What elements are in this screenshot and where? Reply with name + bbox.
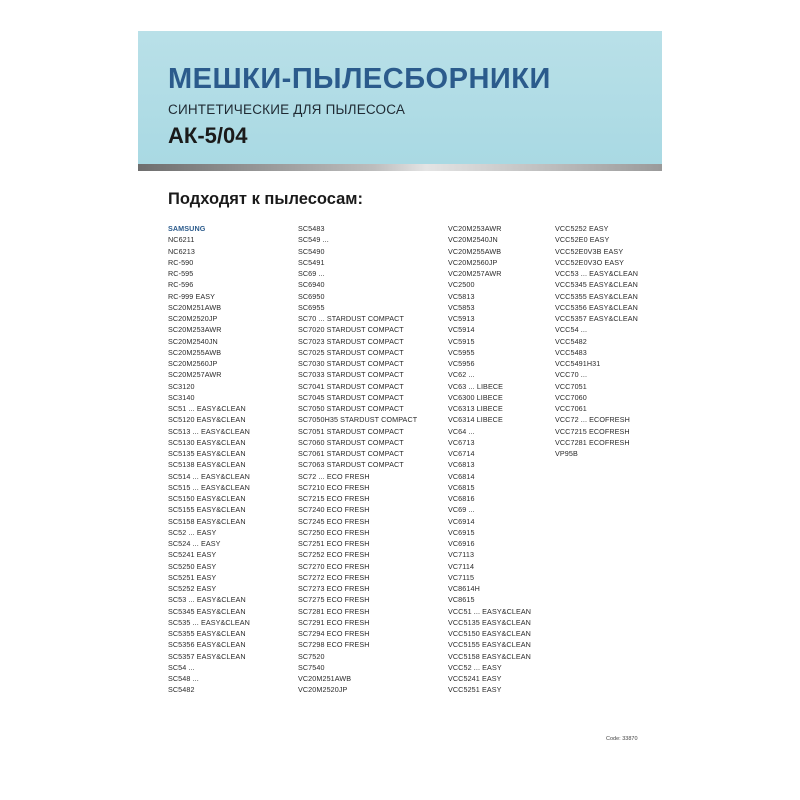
model-item: VC6314 LIBECE (448, 415, 503, 425)
model-item: VCC5357 EASY&CLEAN (555, 314, 638, 323)
model-item: SC7051 STARDUST COMPACT (298, 426, 404, 436)
model-item: VC5813 (448, 291, 475, 301)
model-item: SC549 ... (298, 235, 329, 245)
model-item: VC8614H (448, 584, 480, 593)
model-item: SC70 ... STARDUST COMPACT (298, 314, 404, 323)
model-item: VCC5241 EASY (448, 674, 502, 683)
model-item: SC7045 STARDUST COMPACT (298, 392, 404, 402)
model-item: VC6300 LIBECE (448, 392, 503, 402)
model-item: RC-596 (168, 280, 194, 290)
model-item: VC7114 (448, 561, 475, 571)
model-item: SC7050H35 STARDUST COMPACT (298, 415, 418, 425)
model-item: SC524 ... EASY (168, 539, 221, 548)
model-item: SC7061 STARDUST COMPACT (298, 449, 404, 458)
model-item: SC5355 EASY&CLEAN (168, 629, 246, 638)
model-item: VCC70 ... (555, 370, 588, 380)
model-item: VCC5491H31 (555, 359, 601, 368)
model-item: SC5250 EASY (168, 561, 217, 571)
metallic-divider (138, 164, 662, 171)
model-item: SC5241 EASY (168, 550, 217, 560)
model-item: SC514 ... EASY&CLEAN (168, 471, 250, 481)
model-item: VCC51 ... EASY&CLEAN (448, 606, 532, 616)
model-item: SC20M2560JP (168, 359, 218, 368)
model-item: SC5483 (298, 224, 325, 233)
model-item: SC5155 EASY&CLEAN (168, 505, 246, 515)
model-item: VCC5158 EASY&CLEAN (448, 651, 531, 661)
model-item: VC6814 (448, 471, 475, 481)
model-item: SC20M255AWB (168, 347, 222, 357)
model-item: VCC5482 (555, 336, 587, 346)
model-item: SC513 ... EASY&CLEAN (168, 426, 250, 436)
model-item: SC548 ... (168, 674, 199, 683)
section-heading: Подходят к пылесосам: (168, 190, 364, 208)
model-item: VCC5355 EASY&CLEAN (555, 291, 638, 301)
model-item: SC6950 (298, 291, 325, 301)
model-item: SC7050 STARDUST COMPACT (298, 404, 404, 413)
model-item: VCC5251 EASY (448, 685, 502, 695)
model-item: VCC5483 (555, 347, 587, 357)
model-item: VC6915 (448, 527, 475, 537)
model-item: VCC52E0V3O EASY (555, 257, 625, 267)
model-column-2 (298, 223, 417, 696)
model-item: SC7540 (298, 662, 325, 672)
model-item: VCC52 ... EASY (448, 662, 502, 672)
model-item: SC7020 STARDUST COMPACT (298, 325, 404, 335)
model-item: SC7250 ECO FRESH (298, 527, 370, 537)
model-item: SC7275 ECO FRESH (298, 595, 370, 605)
model-item: RC-999 EASY (168, 291, 216, 301)
model-column-4 (555, 223, 638, 459)
page-title: МЕШКИ-ПЫЛЕСБОРНИКИ (168, 63, 551, 95)
model-item: VC20M2520JP (298, 685, 348, 695)
model-item: SC69 ... (298, 269, 325, 278)
model-item: VC8615 (448, 595, 475, 605)
model-item: VC2500 (448, 280, 475, 290)
model-item: SC7270 ECO FRESH (298, 561, 370, 571)
model-item: VC5956 (448, 359, 475, 368)
model-item: SC5158 EASY&CLEAN (168, 516, 246, 526)
model-item: SC54 ... (168, 662, 195, 672)
model-item: VCC7215 ECOFRESH (555, 426, 630, 436)
model-item: VC6313 LIBECE (448, 404, 503, 413)
model-item: SC3120 (168, 381, 195, 391)
model-item: SC5150 EASY&CLEAN (168, 494, 246, 503)
model-item: RC-595 (168, 269, 194, 278)
model-item: NC6213 (168, 246, 195, 256)
model-item: VCC5356 EASY&CLEAN (555, 302, 638, 312)
model-item: SC72 ... ECO FRESH (298, 471, 370, 481)
model-item: SC7210 ECO FRESH (298, 482, 370, 492)
model-item: SC5138 EASY&CLEAN (168, 460, 246, 470)
model-item: SC53 ... EASY&CLEAN (168, 595, 246, 605)
model-item: VCC7281 ECOFRESH (555, 437, 630, 447)
model-item: SC5120 EASY&CLEAN (168, 415, 246, 425)
model-item: SC535 ... EASY&CLEAN (168, 617, 250, 627)
model-column-1 (168, 223, 250, 696)
model-item: VC5913 (448, 314, 475, 323)
model-item: VCC7060 (555, 392, 587, 402)
model-number: АК-5/04 (168, 123, 248, 148)
model-item: VC7113 (448, 550, 475, 560)
model-item: SC7030 STARDUST COMPACT (298, 359, 404, 368)
model-item: SC52 ... EASY (168, 527, 217, 537)
model-item: SC5482 (168, 685, 195, 695)
model-item: SC5490 (298, 246, 325, 256)
model-item: VC69 ... (448, 505, 475, 515)
model-item: SC7060 STARDUST COMPACT (298, 437, 404, 447)
model-item: VC6713 (448, 437, 475, 447)
model-item: SC5345 EASY&CLEAN (168, 606, 246, 616)
model-item: SC20M253AWR (168, 325, 222, 335)
model-item: VCC7061 (555, 404, 587, 413)
model-item: SC7025 STARDUST COMPACT (298, 347, 404, 357)
model-item: SC7251 ECO FRESH (298, 539, 370, 548)
model-item: VC20M255AWB (448, 246, 502, 256)
page-subtitle: СИНТЕТИЧЕСКИЕ ДЛЯ ПЫЛЕСОСА (168, 102, 406, 117)
model-item: VCC5345 EASY&CLEAN (555, 280, 638, 290)
model-item: VC5853 (448, 302, 475, 312)
model-item: SC51 ... EASY&CLEAN (168, 404, 246, 413)
model-item: SC7520 (298, 651, 325, 661)
model-item: VC63 ... LIBECE (448, 381, 504, 391)
model-item: SC7023 STARDUST COMPACT (298, 336, 404, 346)
model-item: VCC5252 EASY (555, 224, 609, 233)
model-item: SC7291 ECO FRESH (298, 617, 370, 627)
model-column-3 (448, 223, 531, 696)
model-item: VCC7051 (555, 381, 587, 391)
model-item: SC20M2540JN (168, 336, 218, 346)
model-item: VC20M2560JP (448, 257, 498, 267)
model-item: SC20M2520JP (168, 314, 218, 323)
model-item: SC7294 ECO FRESH (298, 629, 370, 638)
model-item: SC5491 (298, 257, 325, 267)
model-item: SC7240 ECO FRESH (298, 505, 370, 515)
model-item: SC7272 ECO FRESH (298, 572, 370, 582)
model-item: SC7041 STARDUST COMPACT (298, 381, 404, 391)
model-item: VC20M251AWB (298, 674, 352, 683)
model-item: VCC52E0 EASY (555, 235, 610, 245)
model-item: SC7033 STARDUST COMPACT (298, 370, 404, 380)
model-item: VCC5135 EASY&CLEAN (448, 617, 531, 627)
brand-label: SAMSUNG (168, 224, 206, 233)
model-item: SC5130 EASY&CLEAN (168, 437, 246, 447)
model-item: VCC5150 EASY&CLEAN (448, 629, 531, 638)
model-item: VCC52E0V3B EASY (555, 246, 624, 256)
model-item: VCC5155 EASY&CLEAN (448, 640, 531, 650)
model-item: SC5251 EASY (168, 572, 217, 582)
model-item: VC6914 (448, 516, 475, 526)
model-item: RC-590 (168, 257, 194, 267)
model-item: VC5915 (448, 336, 475, 346)
model-item: VC5914 (448, 325, 475, 335)
model-item: SC5357 EASY&CLEAN (168, 651, 246, 661)
model-item: VC6813 (448, 460, 475, 470)
model-item: SC3140 (168, 392, 195, 402)
model-item: VCC54 ... (555, 325, 588, 335)
model-item: SC20M251AWB (168, 302, 222, 312)
model-item: SC5252 EASY (168, 584, 217, 593)
model-item: SC6940 (298, 280, 325, 290)
model-item: SC20M257AWR (168, 370, 222, 380)
model-item: VC7115 (448, 572, 475, 582)
model-item: VC6816 (448, 494, 475, 503)
model-item: NC6211 (168, 235, 195, 245)
model-item: SC7298 ECO FRESH (298, 640, 370, 650)
header-banner (138, 31, 662, 164)
model-item: VC6714 (448, 449, 475, 458)
model-item: VC6916 (448, 539, 475, 548)
model-item: VC20M253AWR (448, 224, 502, 233)
model-item: VCC72 ... ECOFRESH (555, 415, 630, 425)
model-item: SC5356 EASY&CLEAN (168, 640, 246, 650)
product-code: Code: 33870 (606, 736, 638, 742)
model-item: VC5955 (448, 347, 475, 357)
model-item: SC515 ... EASY&CLEAN (168, 482, 250, 492)
model-item: SC7245 ECO FRESH (298, 516, 370, 526)
model-item: SC7063 STARDUST COMPACT (298, 460, 404, 470)
model-item: SC7252 ECO FRESH (298, 550, 370, 560)
model-item: VP95B (555, 449, 578, 458)
model-item: VC64 ... (448, 426, 475, 436)
model-item: SC7215 ECO FRESH (298, 494, 370, 503)
model-item: VC6815 (448, 482, 475, 492)
model-item: SC7281 ECO FRESH (298, 606, 370, 616)
model-item: VC20M257AWR (448, 269, 502, 278)
model-item: VC62 ... (448, 370, 475, 380)
model-item: VCC53 ... EASY&CLEAN (555, 269, 639, 278)
model-item: SC7273 ECO FRESH (298, 584, 370, 593)
model-item: VC20M2540JN (448, 235, 498, 245)
model-item: SC6955 (298, 302, 325, 312)
model-item: SC5135 EASY&CLEAN (168, 449, 246, 458)
